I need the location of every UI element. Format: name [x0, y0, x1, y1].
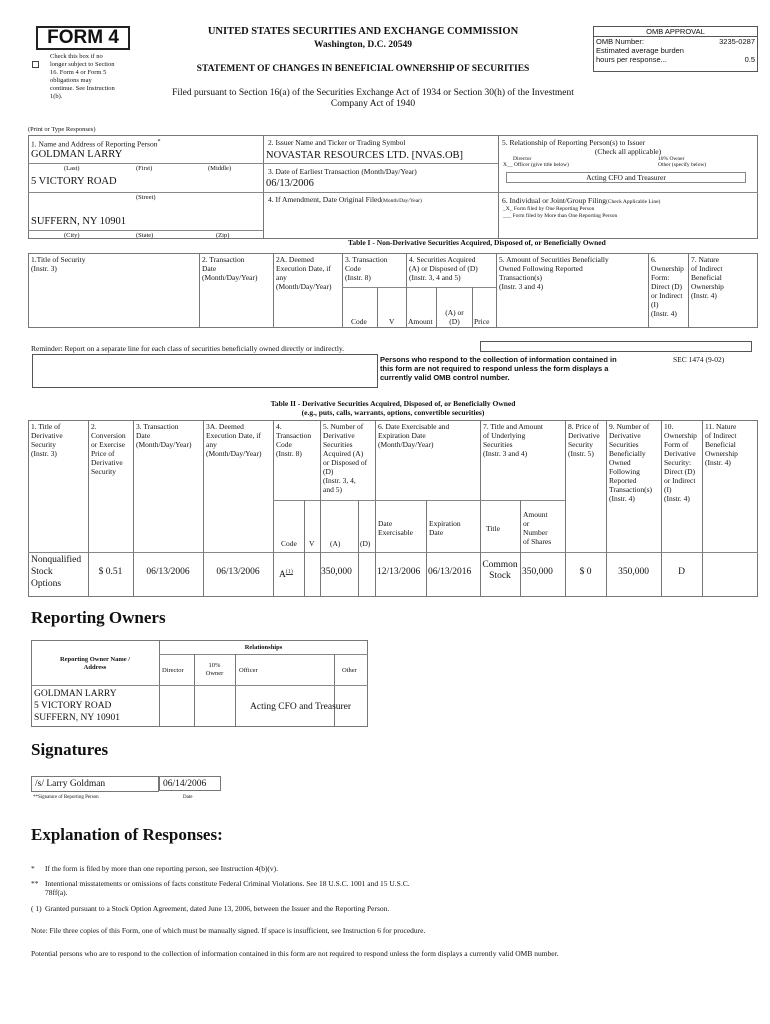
- issuer-name: NOVASTAR RESOURCES LTD. [NVAS.OB]: [266, 150, 464, 161]
- omb-title: OMB APPROVAL: [594, 27, 757, 37]
- box5-sub: (Check all applicable): [594, 147, 662, 156]
- t2-row-code: $A^{(1)}$: [279, 569, 293, 581]
- t2-h8: 8. Price of Derivative Security (Instr. 5): [568, 422, 600, 458]
- officer-title: Acting CFO and Treasurer: [506, 172, 746, 183]
- filing-more: ___ Form filed by More than One Reporting Person: [503, 213, 618, 219]
- t1-code: Code: [351, 317, 367, 326]
- check-box-text: Check this box if no longer subject to Section 16. Form 4 or Form 5 obligations may continue. See Instruction 1(b).: [50, 53, 115, 100]
- box3-label: 3. Date of Earliest Transaction (Month/Day/Year): [268, 167, 417, 176]
- blank-box-right: [480, 341, 752, 352]
- t2-row-security: Nonqualified Stock Options: [31, 555, 82, 589]
- reporting-city: SUFFERN, NY 10901: [31, 216, 127, 227]
- explanation-star1: * If the form is filed by more than one reporting person, see Instruction 4(b)(v).: [31, 864, 279, 873]
- box2-label: 2. Issuer Name and Ticker or Trading Symbol: [268, 138, 406, 147]
- t2-h11: 11. Nature of Indirect Beneficial Ownership (Instr. 4): [705, 422, 738, 467]
- t2-row-owned-following: 350,000: [618, 567, 649, 577]
- explanation-star2: ** Intentional misstatements or omissions of facts constitute Federal Criminal Violations. See 18 U.S.C. 1001 and 15 U.S.C. 78ff(a).: [31, 879, 410, 897]
- t1-col5: 5. Amount of Securities Beneficially Owned Following Reported Transaction(s) (Instr. 3 and 4): [499, 255, 609, 291]
- t2-row-acquired: 350,000: [321, 567, 352, 577]
- agency-name: UNITED STATES SECURITIES AND EXCHANGE COMMISSION: [207, 26, 519, 37]
- t2-h9: 9. Number of Derivative Securities Beneficially Owned Following Reported Transaction(s) (Instr. 4): [609, 422, 653, 503]
- signature-block: [31, 776, 221, 806]
- reporting-person-name: GOLDMAN LARRY: [31, 149, 123, 160]
- signer-name: /s/ Larry Goldman: [35, 779, 106, 789]
- relationship-other: Other (specify below): [658, 162, 707, 168]
- t1-col2a: 2A. Deemed Execution Date, if any (Month/Day/Year): [276, 255, 332, 291]
- t2-sub-exp: Expiration Date: [429, 519, 461, 537]
- t1-v: V: [389, 317, 395, 326]
- explanation-heading: Explanation of Responses:: [31, 825, 223, 844]
- table1-title: Table I - Non-Derivative Securities Acquired, Disposed of, or Beneficially Owned: [348, 238, 606, 247]
- t2-h5: 5. Number of Derivative Securities Acquired (A) or Disposed of (D) (Instr. 3, 4, and 5): [323, 422, 368, 494]
- t1-amount: Amount: [408, 317, 433, 326]
- print-or-type: (Print or Type Responses): [28, 126, 96, 133]
- t2-sub-a: (A): [330, 539, 341, 548]
- sec-code: SEC 1474 (9-02): [673, 355, 725, 364]
- box5-label: 5. Relationship of Reporting Person(s) to Issuer: [502, 138, 646, 147]
- label-city: (City): [64, 232, 80, 239]
- agency-city: Washington, D.C. 20549: [314, 40, 412, 50]
- table2-subtitle: (e.g., puts, calls, warrants, options, convertible securities): [301, 408, 485, 417]
- t2-row-trans-date: 06/13/2006: [146, 567, 190, 577]
- t2-h3: 3. Transaction Date (Month/Day/Year): [136, 422, 192, 449]
- relationship-10pct: 10% Owner: [658, 156, 685, 162]
- t2-row-conversion: $ 0.51: [98, 567, 123, 577]
- explanation-footnote-1: ( 1) Granted pursuant to a Stock Option Agreement, dated June 13, 2006, between the Issuer and the Reporting Person.: [31, 904, 390, 913]
- omb-hours: 0.5: [744, 55, 755, 64]
- t2-h3a: 3A. Deemed Execution Date, if any (Month/Day/Year): [206, 422, 262, 458]
- label-zip: (Zip): [216, 232, 230, 239]
- persons-notice: Persons who respond to the collection of information contained in this form are not required to respond unless the form displays a currently valid OMB control number.: [380, 355, 617, 382]
- t1-col3: 3. Transaction Code (Instr. 8): [345, 255, 388, 282]
- t2-h1: 1. Title of Derivative Security (Instr. 3): [31, 422, 63, 458]
- label-last: (Last): [64, 165, 80, 172]
- ro-officer: Officer: [239, 667, 258, 674]
- relationship-officer: X__ Officer (give title below): [503, 162, 569, 168]
- explanation-note: Note: File three copies of this Form, one of which must be manually signed. If space is insufficient, see Instruction 6 for procedure.: [31, 926, 426, 935]
- t2-h7: 7. Title and Amount of Underlying Securities (Instr. 3 and 4): [483, 422, 544, 458]
- ro-owner-address: GOLDMAN LARRY 5 VICTORY ROAD SUFFERN, NY 10901: [34, 689, 120, 723]
- form-page: [28, 22, 758, 1024]
- label-middle: (Middle): [208, 165, 232, 172]
- table2-title: Table II - Derivative Securities Acquired, Disposed of, or Beneficially Owned: [270, 399, 516, 408]
- t2-sub-d: (D): [360, 539, 371, 548]
- relationship-director: Director: [513, 156, 532, 162]
- t1-price: Price: [474, 317, 490, 326]
- label-street: (Street): [136, 194, 156, 201]
- t2-row-underlying-amount: 350,000: [522, 567, 553, 577]
- box6-label: 6. Individual or Joint/Group Filing(Check Applicable Line): [502, 196, 661, 205]
- t1-aord: (A) or (D): [445, 308, 464, 326]
- reporting-street: 5 VICTORY ROAD: [31, 176, 117, 187]
- ro-10pct: 10% Owner: [205, 662, 224, 677]
- t2-row-underlying-title: Common Stock: [482, 560, 518, 581]
- omb-burden: Estimated average burden: [596, 46, 684, 55]
- t2-sub-title: Title: [486, 524, 500, 533]
- signatures-heading: Signatures: [31, 740, 109, 759]
- t1-col1: 1.Title of Security (Instr. 3): [31, 255, 86, 273]
- omb-number-label: OMB Number:: [596, 37, 644, 46]
- t2-h2: 2. Conversion or Exercise Price of Derivative Security: [91, 422, 126, 476]
- reporting-owners-heading: Reporting Owners: [31, 608, 166, 627]
- check-box[interactable]: [32, 55, 39, 73]
- box4-label: 4. If Amendment, Date Original Filed(Month/Day/Year): [268, 195, 422, 204]
- t2-row-date-exercisable: 12/13/2006: [377, 567, 421, 577]
- ro-other: Other: [342, 667, 357, 674]
- t2-row-expiration: 06/13/2016: [428, 567, 472, 577]
- filed-pursuant: Filed pursuant to Section 16(a) of the Securities Exchange Act of 1934 or Section 30(h) of the Investment Company Act of 1940: [172, 88, 574, 109]
- box1-label: 1. Name and Address of Reporting Person*: [31, 139, 161, 149]
- date-label: Date: [183, 795, 193, 800]
- t2-sub-code: Code: [281, 539, 297, 548]
- t2-h6: 6. Date Exercisable and Expiration Date (Month/Day/Year): [378, 422, 450, 449]
- signature-label: **Signature of Reporting Person: [33, 795, 99, 800]
- reminder: Reminder: Report on a separate line for each class of securities beneficially owned directly or indirectly.: [31, 344, 345, 353]
- t2-row-deemed-date: 06/13/2006: [216, 567, 260, 577]
- statement-title: STATEMENT OF CHANGES IN BENEFICIAL OWNERSHIP OF SECURITIES: [196, 64, 530, 74]
- omb-hours-label: hours per response...: [596, 55, 667, 64]
- t2-row-price: $ 0: [579, 567, 592, 577]
- ro-col-name: Reporting Owner Name / Address: [59, 656, 131, 671]
- t2-row-ownership-form: D: [678, 567, 685, 577]
- t1-col7: 7. Nature of Indirect Beneficial Ownership (Instr. 4): [691, 255, 724, 300]
- t2-sub-v: V: [309, 539, 315, 548]
- label-state: (State): [136, 232, 154, 239]
- t1-col4: 4. Securities Acquired (A) or Disposed of (D) (Instr. 3, 4 and 5): [409, 255, 478, 282]
- explanation-potential: Potential persons who are to respond to the collection of information contained in this form are not required to respond unless the form displays a currently valid OMB number.: [31, 949, 559, 958]
- ro-relationships: Relationships: [244, 644, 283, 651]
- blank-box-left: [32, 354, 378, 388]
- t2-sub-date-ex: Date Exercisable: [378, 519, 413, 537]
- ro-director: Director: [162, 667, 184, 674]
- ro-officer-value: Acting CFO and Treasurer: [250, 702, 352, 712]
- form-title: FORM 4: [47, 27, 119, 48]
- t2-sub-amount: Amount or Number of Shares: [523, 510, 552, 546]
- filing-one: _X_ Form filed by One Reporting Person: [503, 206, 595, 212]
- t2-h10: 10. Ownership Form of Derivative Security: Direct (D) or Indirect (I) (Instr. 4): [664, 422, 697, 503]
- earliest-transaction-date: 06/13/2006: [266, 178, 314, 189]
- t1-col2: 2. Transaction Date (Month/Day/Year): [202, 255, 258, 282]
- label-first: (First): [136, 165, 153, 172]
- t2-h4: 4. Transaction Code (Instr. 8): [276, 422, 312, 458]
- omb-number: 3235-0287: [719, 37, 755, 46]
- t1-col6: 6. Ownership Form: Direct (D) or Indirect (I) (Instr. 4): [651, 255, 684, 318]
- form-title-box: [36, 26, 130, 50]
- signature-date: 06/14/2006: [163, 779, 207, 789]
- omb-approval-box: [593, 26, 758, 72]
